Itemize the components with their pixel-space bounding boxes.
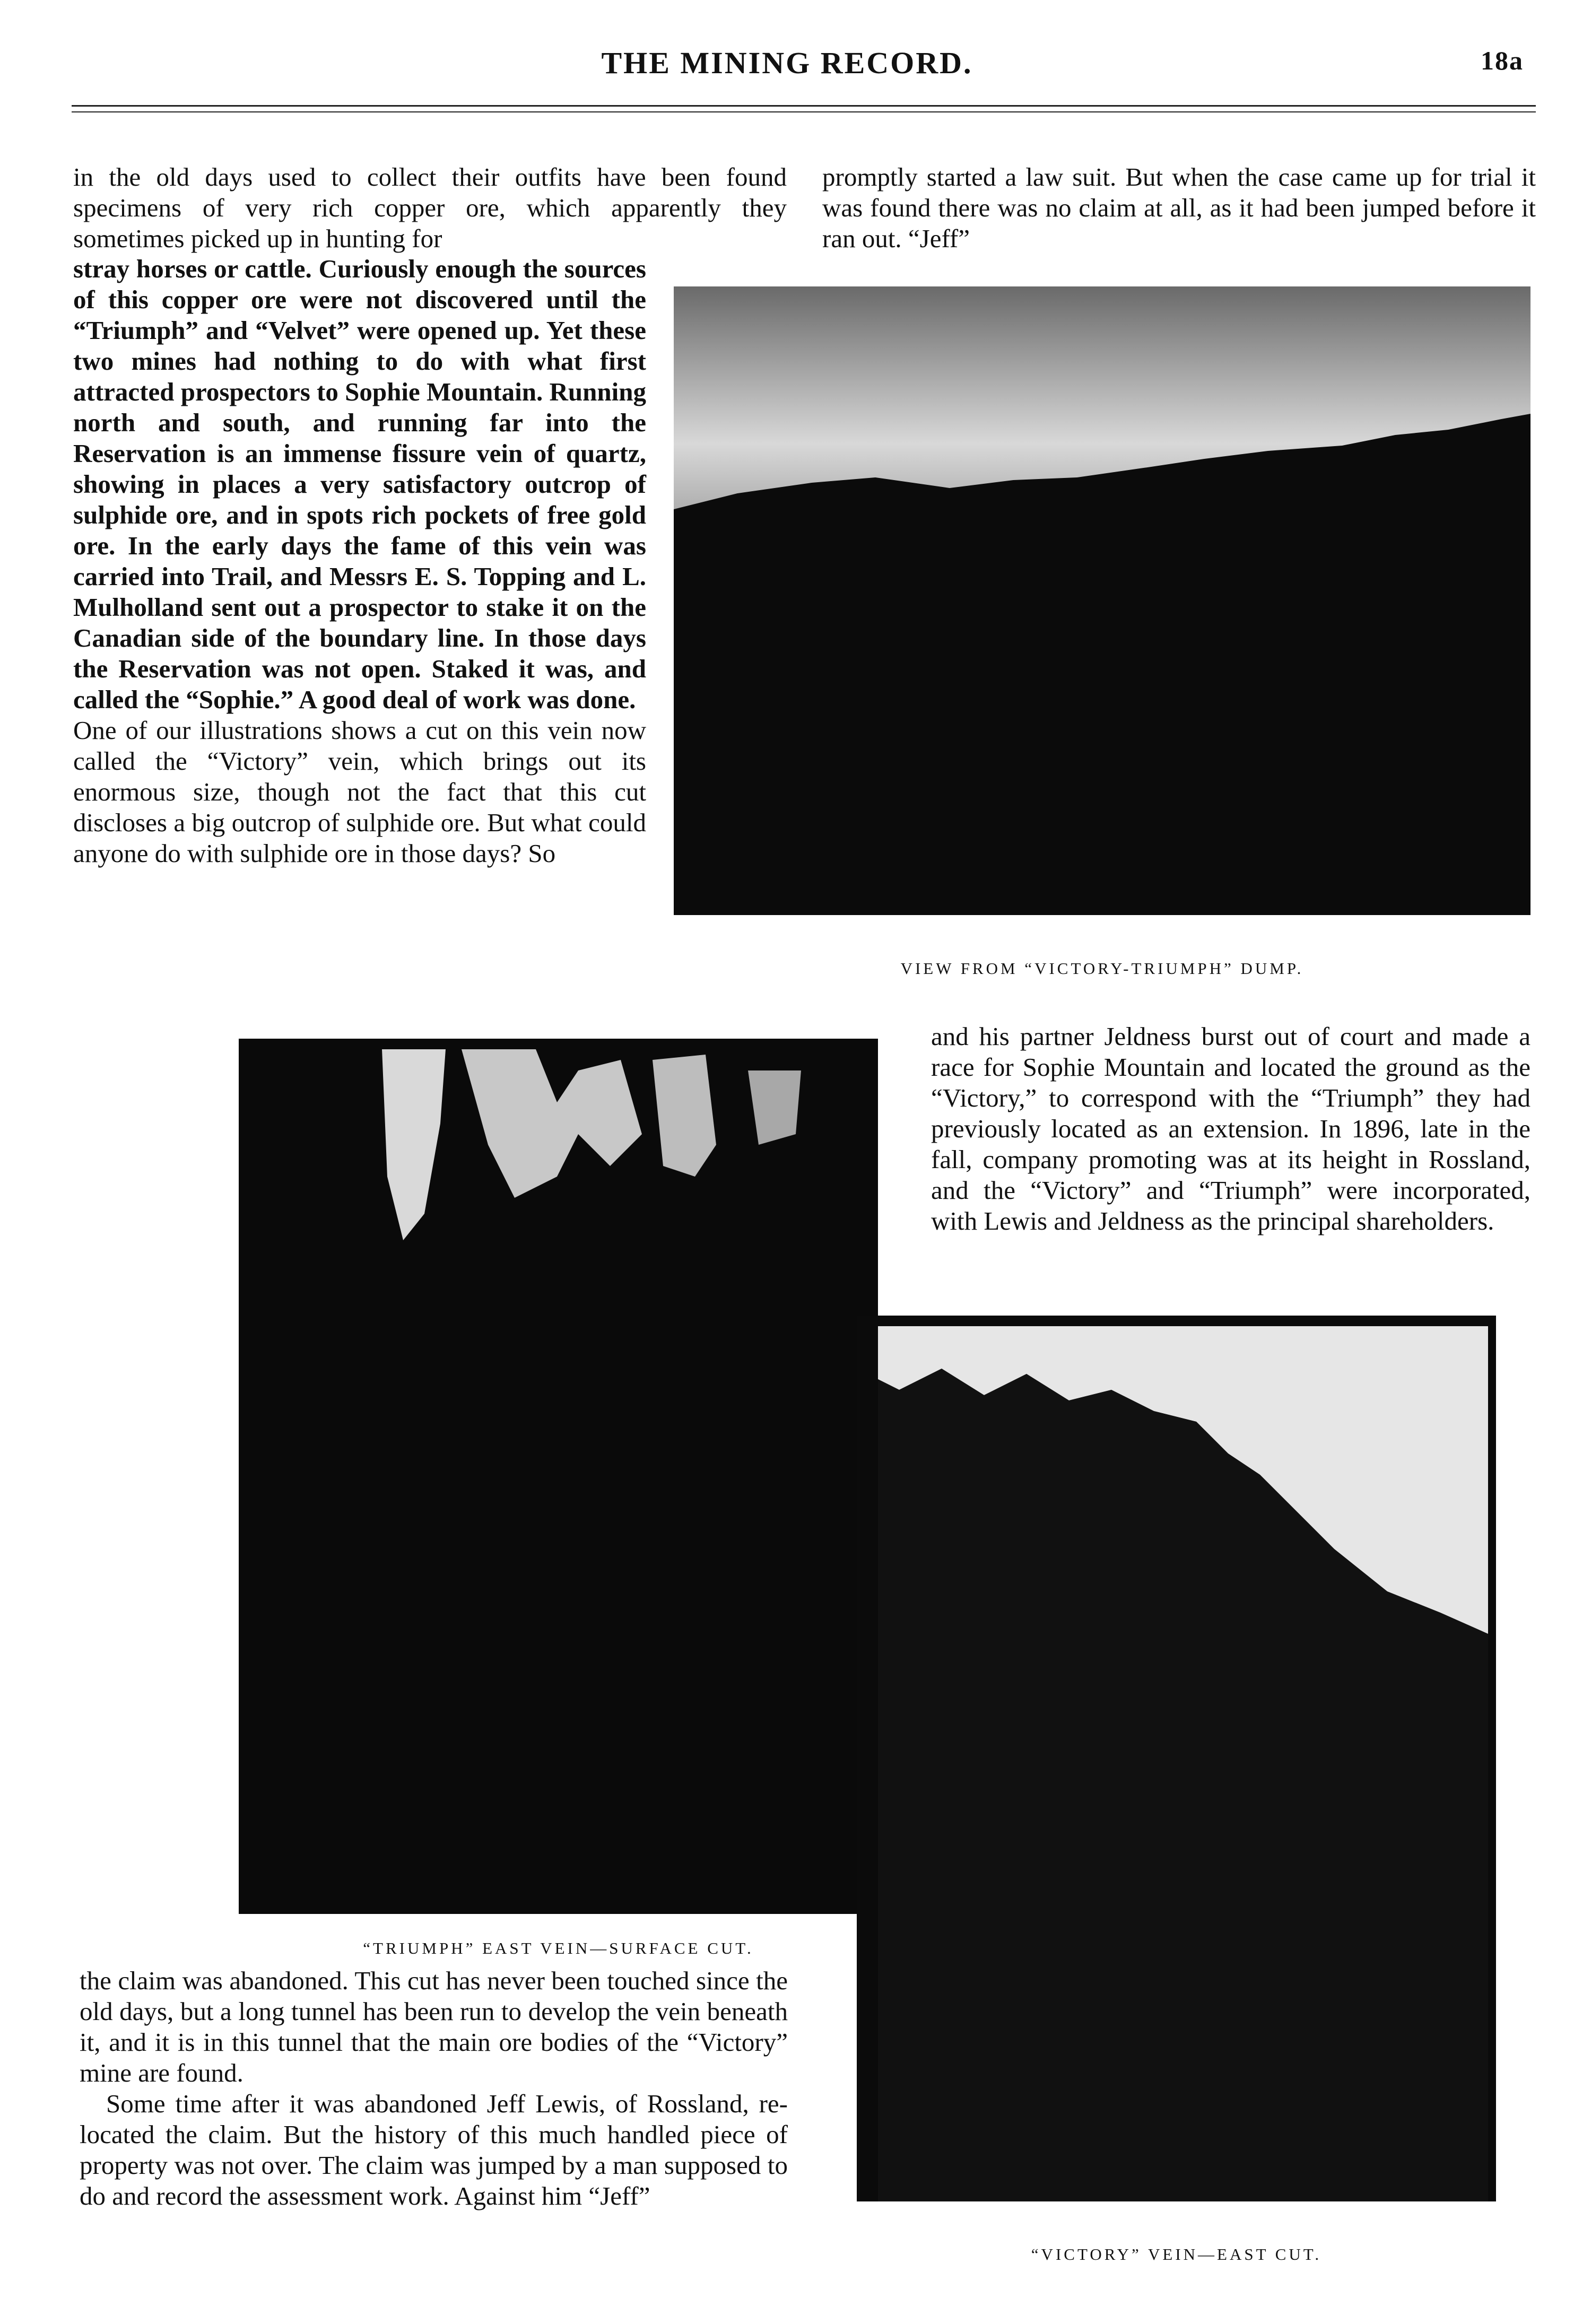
right-column-middle bbox=[931, 1021, 1530, 1237]
header-rule-top bbox=[72, 105, 1536, 107]
right-column-top bbox=[822, 162, 1536, 254]
page-header-title: THE MINING RECORD. bbox=[601, 46, 973, 80]
paragraph-victory-vein: One of our illustrations shows a cut on this vein now called the “Victory” vein, which brings out its enormous size, though not the fact that this cut discloses a big outcrop of sulphide ore. But what could anyone do with sulphide ore in those days? So bbox=[73, 716, 646, 868]
photo-view-from-dump bbox=[674, 286, 1530, 915]
paragraph-jeldness-race: and his partner Jeldness burst out of court and made a race for Sophie Mountain and located the ground as the “Victory,” to correspond with the “Triumph” they had previously located as an extension. In 1896, late in the fall, company promoting was at its height in Rossland, and the “Victory” and “Triumph” were incorporated, with Lewis and Jeldness as the principal shareholders. bbox=[931, 1022, 1530, 1235]
left-column-top bbox=[73, 162, 787, 254]
left-column-bottom bbox=[80, 1965, 788, 2212]
paragraph-law-suit: promptly started a law suit. But when the case came up for trial it was found there was no claim at all, as it had been jumped before it ran out. “Jeff” bbox=[822, 162, 1536, 253]
paragraph-intro: in the old days used to collect their outfits have been found specimens of very rich copper ore, which apparently they sometimes picked up in hunting for bbox=[73, 162, 787, 253]
mountain-landscape-image bbox=[674, 286, 1530, 915]
forest-image bbox=[239, 1039, 878, 1914]
caption-view-from-dump: VIEW FROM “VICTORY-TRIUMPH” DUMP. bbox=[900, 959, 1304, 978]
photo-triumph-east-vein bbox=[239, 1039, 878, 1914]
left-column-narrow bbox=[73, 254, 646, 869]
paragraph-sophie-mountain: stray horses or cattle. Curiously enough the sources of this copper ore were not discovered until the “Triumph” and “Velvet” were opened up. Yet these two mines had nothing to do with what first attracted prospectors to Sophie Mountain. Running north and south, and running far into the Reservation is an immense fissure vein of quartz, showing in places a very satisfactory outcrop of sulphide ore, and in spots rich pockets of free gold ore. In the early days the fame of this vein was carried into Trail, and Messrs E. S. Topping and L. Mulholland sent out a prospector to stake it on the Canadian side of the boundary line. In those days the Reservation was not open. Staked it was, and called the “Sophie.” A good deal of work was done. bbox=[73, 254, 646, 714]
caption-triumph-east-vein: “TRIUMPH” EAST VEIN—SURFACE CUT. bbox=[363, 1939, 754, 1957]
page-number: 18a bbox=[1481, 46, 1524, 75]
caption-victory-vein-east-cut: “VICTORY” VEIN—EAST CUT. bbox=[1031, 2245, 1322, 2264]
header-rule-bottom bbox=[72, 111, 1536, 112]
photo-victory-vein-east-cut bbox=[857, 1316, 1496, 2201]
paragraph-claim-abandoned: the claim was abandoned. This cut has never been touched since the old days, but a long tunnel has been run to develop the vein beneath it, and it is in this tunnel that the main ore bodies of the “Victory” mine are found. bbox=[80, 1966, 788, 2087]
paragraph-jeff-lewis: Some time after it was abandoned Jeff Lewis, of Rossland, re-located the claim. But the history of this much handled piece of property was not over. The claim was jumped by a man supposed to do and record the assessment work. Against him “Jeff” bbox=[80, 2089, 788, 2210]
hillside-image bbox=[857, 1316, 1496, 2201]
